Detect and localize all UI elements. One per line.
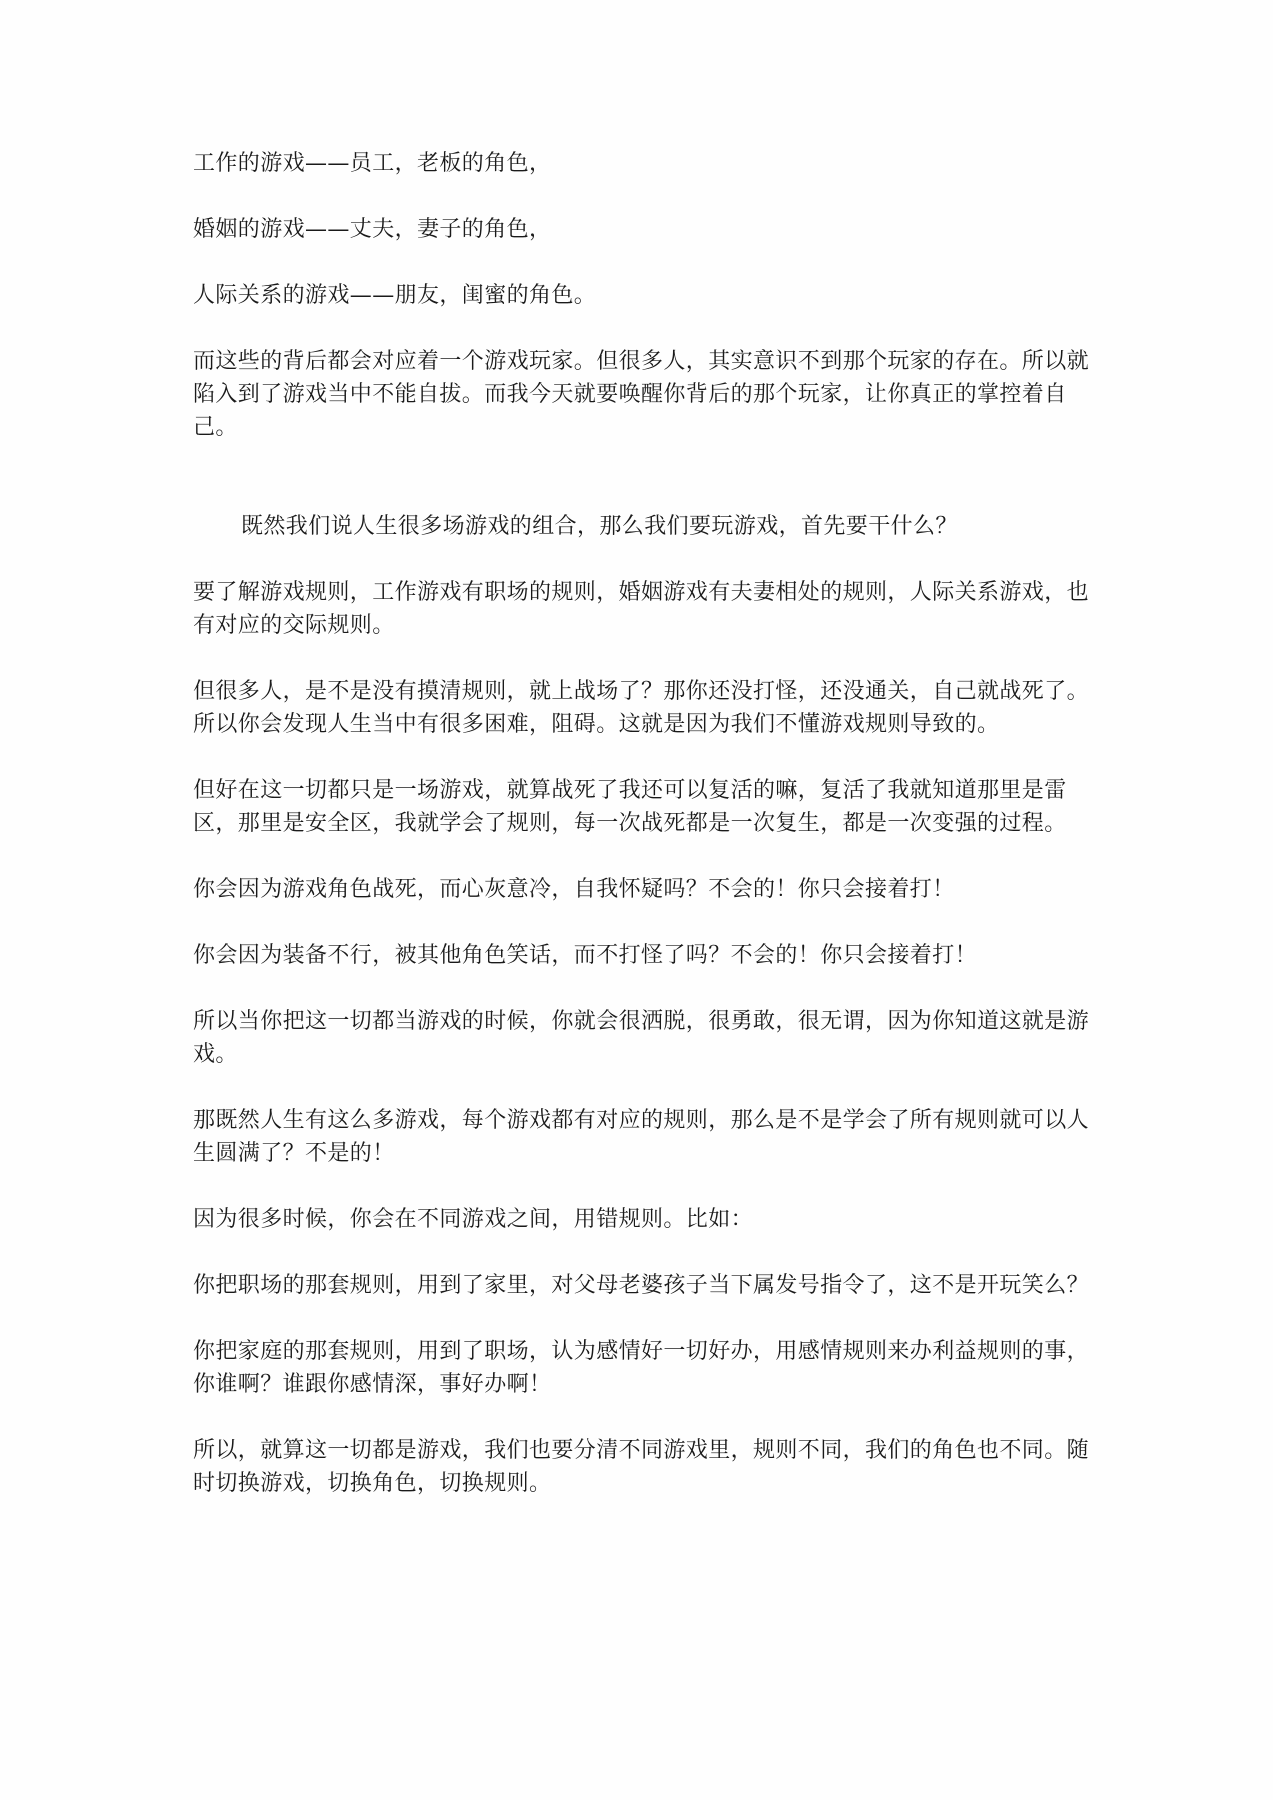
paragraph: 你把职场的那套规则，用到了家里，对父母老婆孩子当下属发号指令了，这不是开玩笑么？ xyxy=(193,1273,1090,1298)
paragraph: 因为很多时候，你会在不同游戏之间，用错规则。比如： xyxy=(193,1207,754,1232)
paragraph: 既然我们说人生很多场游戏的组合，那么我们要玩游戏，首先要干什么？ xyxy=(241,514,958,539)
paragraph: 而这些的背后都会对应着一个游戏玩家。但很多人，其实意识不到那个玩家的存在。所以就陷入到了游戏当中不能自拔。而我今天就要唤醒你背后的那个玩家，让你真正的掌控着自己。 xyxy=(193,349,1090,440)
paragraph: 要了解游戏规则，工作游戏有职场的规则，婚姻游戏有夫妻相处的规则，人际关系游戏，也有对应的交际规则。 xyxy=(193,580,1090,638)
paragraph: 但好在这一切都只是一场游戏，就算战死了我还可以复活的嘛，复活了我就知道那里是雷区，那里是安全区，我就学会了规则，每一次战死都是一次复生，都是一次变强的过程。 xyxy=(193,778,1067,836)
paragraph: 你会因为游戏角色战死，而心灰意冷，自我怀疑吗？不会的！你只会接着打！ xyxy=(193,877,955,902)
paragraph: 所以，就算这一切都是游戏，我们也要分清不同游戏里，规则不同，我们的角色也不同。随时切换游戏，切换角色，切换规则。 xyxy=(193,1438,1090,1496)
paragraph: 你把家庭的那套规则，用到了职场，认为感情好一切好办，用感情规则来办利益规则的事，你谁啊？谁跟你感情深，事好办啊！ xyxy=(193,1339,1090,1397)
paragraph: 但很多人，是不是没有摸清规则，就上战场了？那你还没打怪，还没通关，自己就战死了。所以你会发现人生当中有很多困难，阻碍。这就是因为我们不懂游戏规则导致的。 xyxy=(193,679,1090,737)
paragraph: 工作的游戏——员工，老板的角色， xyxy=(193,151,552,176)
paragraph: 婚姻的游戏——丈夫，妻子的角色， xyxy=(193,217,552,242)
paragraph: 你会因为装备不行，被其他角色笑话，而不打怪了吗？不会的！你只会接着打！ xyxy=(193,943,978,968)
paragraph: 人际关系的游戏——朋友，闺蜜的角色。 xyxy=(193,283,597,308)
document-body xyxy=(193,147,1093,1533)
paragraph: 那既然人生有这么多游戏，每个游戏都有对应的规则，那么是不是学会了所有规则就可以人生圆满了？不是的！ xyxy=(193,1108,1090,1166)
paragraph: 所以当你把这一切都当游戏的时候，你就会很洒脱，很勇敢，很无谓，因为你知道这就是游戏。 xyxy=(193,1009,1090,1067)
